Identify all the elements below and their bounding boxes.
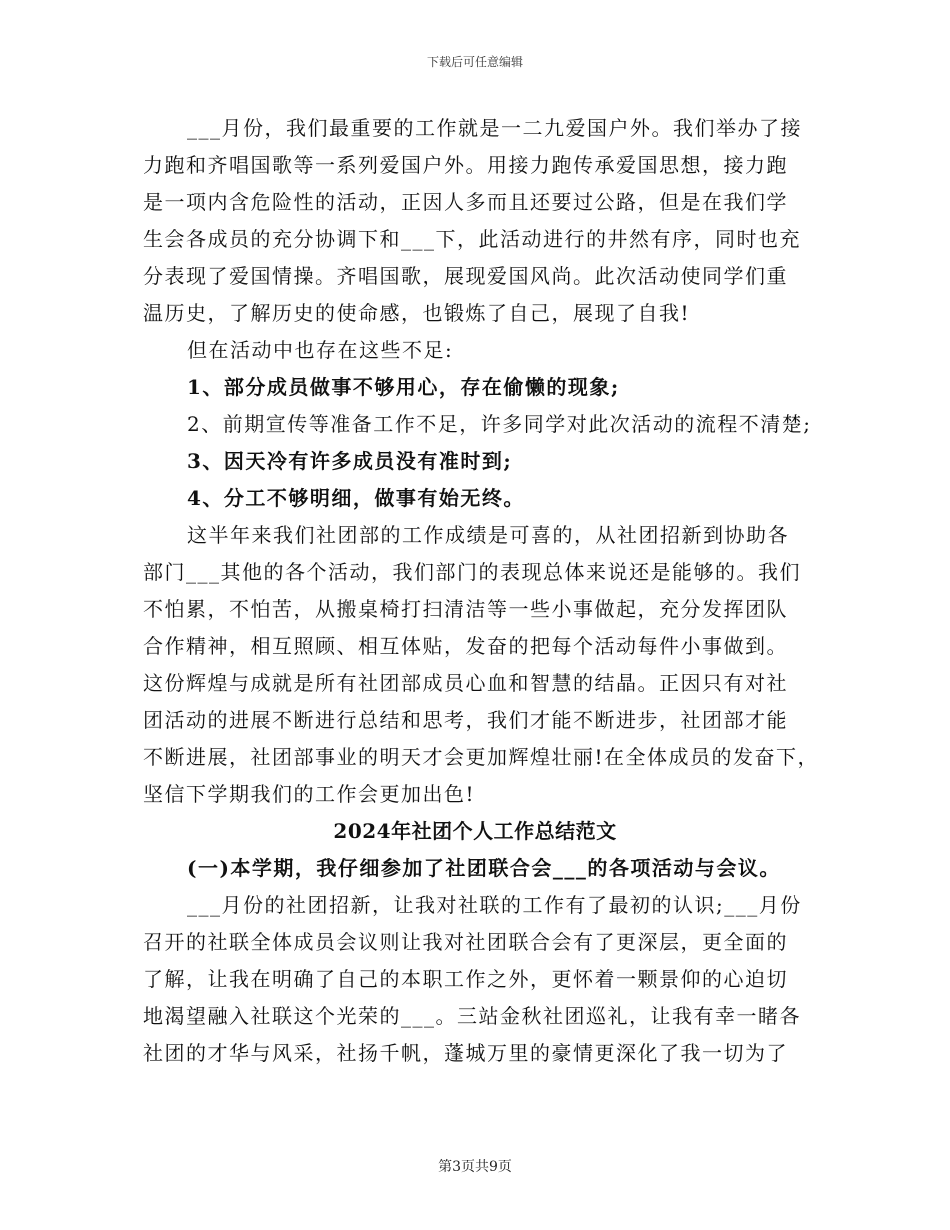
- paragraph-line: 合作精神，相互照顾、相互体贴，发奋的把每个活动每件小事做到。: [143, 634, 788, 658]
- paragraph-line: 团活动的进展不断进行总结和思考，我们才能不断进步，社团部才能: [143, 708, 788, 732]
- paragraph-line: ___月份，我们最重要的工作就是一二九爱国户外。我们举办了接: [187, 116, 802, 140]
- page-header: 下载后可任意编辑: [426, 55, 523, 69]
- page-number: 第3页共9页: [438, 1159, 512, 1175]
- section-subheading: (一)本学期，我仔细参加了社团联合会___的各项活动与会议。: [187, 856, 781, 880]
- paragraph-line: 地渴望融入社联这个光荣的___。三站金秋社团巡礼，让我有幸一睹各: [143, 1004, 801, 1028]
- paragraph-line: 部门___其他的各个活动，我们部门的表现总体来说还是能够的。我们: [143, 560, 801, 584]
- paragraph-line: 这份辉煌与成就是所有社团部成员心血和智慧的结晶。正因只有对社: [143, 671, 788, 695]
- paragraph-line: 分表现了爱国情操。齐唱国歌，展现爱国风尚。此次活动使同学们重: [143, 264, 788, 288]
- paragraph-line: 坚信下学期我们的工作会更加出色!: [143, 782, 476, 806]
- paragraph-line: 生会各成员的充分协调下和___下，此活动进行的井然有序，同时也充: [143, 227, 801, 251]
- paragraph-line: 力跑和齐唱国歌等一系列爱国户外。用接力跑传承爱国思想，接力跑: [143, 153, 788, 177]
- list-item: 1、部分成员做事不够用心，存在偷懒的现象;: [187, 375, 620, 399]
- paragraph-line: 社团的才华与风采，社扬千帆，蓬城万里的豪情更深化了我一切为了: [143, 1041, 788, 1065]
- paragraph-line: 温历史，了解历史的使命感，也锻炼了自己，展现了自我!: [143, 301, 691, 325]
- paragraph-line: 这半年来我们社团部的工作成绩是可喜的，从社团招新到协助各: [187, 523, 789, 547]
- paragraph-line: ___月份的社团招新，让我对社联的工作有了最初的认识;___月份: [187, 893, 802, 917]
- section-title: 2024年社团个人工作总结范文: [333, 819, 617, 843]
- paragraph-line: 不断进展，社团部事业的明天才会更加辉煌壮丽!在全体成员的发奋下，: [143, 745, 820, 769]
- list-item: 4、分工不够明细，做事有始无终。: [187, 486, 525, 510]
- paragraph-line: 不怕累，不怕苦，从搬桌椅打扫清洁等一些小事做起，充分发挥团队: [143, 597, 788, 621]
- paragraph-line: 但在活动中也存在这些不足:: [187, 338, 454, 362]
- paragraph-line: 是一项内含危险性的活动，正因人多而且还要过公路，但是在我们学: [143, 190, 788, 214]
- list-item: 2、前期宣传等准备工作不足，许多同学对此次活动的流程不清楚;: [187, 412, 812, 436]
- list-item: 3、因天冷有许多成员没有准时到;: [187, 449, 513, 473]
- paragraph-line: 召开的社联全体成员会议则让我对社团联合会有了更深层，更全面的: [143, 930, 788, 954]
- paragraph-line: 了解，让我在明确了自己的本职工作之外，更怀着一颗景仰的心迫切: [143, 967, 788, 991]
